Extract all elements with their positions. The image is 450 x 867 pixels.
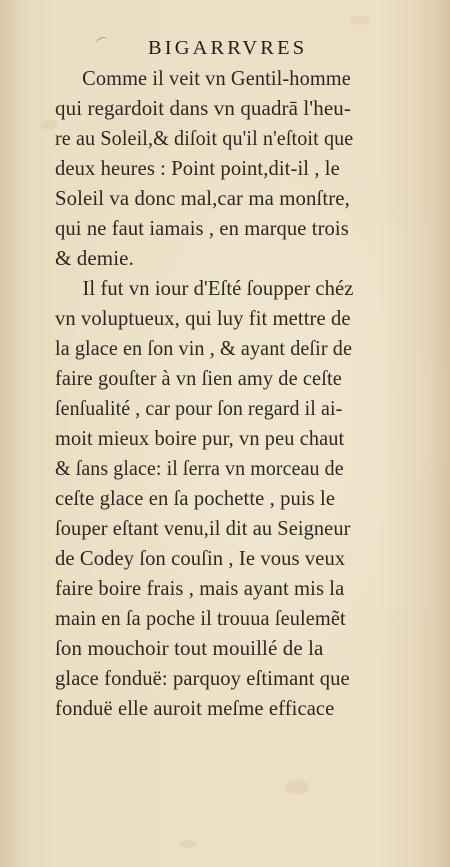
text-line: ceſte glace en ſa pochette , puis le [55,486,336,510]
body-text [55,63,425,723]
text-line: re au Soleil,& diſoit qu'il n'eſtoit que [55,126,354,150]
text-line: glace fonduë: parquoy eſtimant que [55,666,350,690]
text-line: & ſans glace: il ſerra vn morceau de [55,456,344,480]
running-head: BIGARRVRES [148,37,308,59]
paper-stain [350,16,370,25]
text-line: la glace en ſon vin , & ayant deſir de [55,336,352,360]
paper-stain [180,840,196,848]
text-line: ſouper eſtant venu,il dit au Seigneur [55,516,351,540]
text-line: deux heures : Point point,dit-il , le [55,156,340,180]
paper-stain [285,780,309,794]
text-line: ſon mouchoir tout mouillé de la [55,636,324,660]
text-line: Comme il veit vn Gentil-homme [82,66,351,90]
text-line: Il fut vn iour d'Eſté ſoupper chéz [82,276,354,300]
text-line: de Codey ſon couſin , Ie vous veux [55,546,346,570]
text-line: moit mieux boire pur, vn peu chaut [55,426,345,450]
text-line: ſenſualité , car pour ſon regard il ai- [55,396,343,420]
text-line: qui regardoit dans vn quadrā l'heu- [55,96,351,120]
text-line: faire boire frais , mais ayant mis la [55,576,345,600]
text-line: faire gouſter à vn ſien amy de ceſte [55,366,342,390]
text-line: fonduë elle auroit meſme efficace [55,696,335,720]
text-line: vn voluptueux, qui luy fit mettre de [55,306,351,330]
text-line: qui ne faut iamais , en marque trois [55,216,349,240]
page-marker-icon: ⌒ [94,34,112,53]
text-line: Soleil va donc mal,car ma monſtre, [55,186,350,210]
text-line: & demie. [55,246,134,270]
text-line: main en ſa poche il trouua ſeulemẽt [55,606,346,630]
